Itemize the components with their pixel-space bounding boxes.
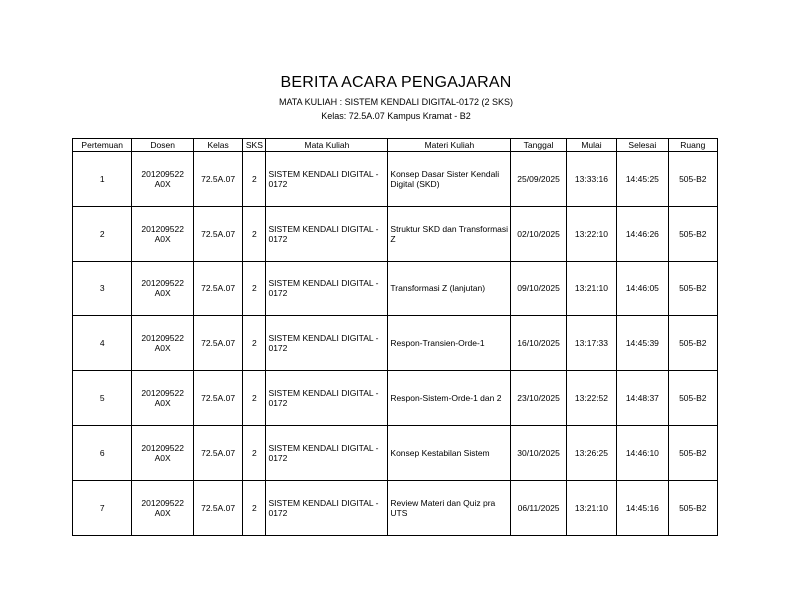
cell-pertemuan: 4 xyxy=(73,316,132,371)
cell-pertemuan: 6 xyxy=(73,425,132,480)
cell-mulai: 13:17:33 xyxy=(566,316,616,371)
table-row xyxy=(73,371,718,426)
cell-ruang: 505-B2 xyxy=(668,152,717,207)
cell-mulai: 13:21:10 xyxy=(566,261,616,316)
table-row xyxy=(73,480,718,535)
column-header-tanggal: Tanggal xyxy=(511,139,566,152)
cell-selesai: 14:45:25 xyxy=(617,152,668,207)
cell-dosen: 201209522 A0X xyxy=(132,371,193,426)
cell-sks: 2 xyxy=(243,152,266,207)
cell-ruang: 505-B2 xyxy=(668,371,717,426)
cell-mata-kuliah: SISTEM KENDALI DIGITAL - 0172 xyxy=(266,480,388,535)
cell-sks: 2 xyxy=(243,316,266,371)
cell-ruang: 505-B2 xyxy=(668,261,717,316)
cell-tanggal: 25/09/2025 xyxy=(511,152,566,207)
cell-pertemuan: 5 xyxy=(73,371,132,426)
cell-tanggal: 09/10/2025 xyxy=(511,261,566,316)
column-header-materi-kuliah: Materi Kuliah xyxy=(388,139,511,152)
column-header-sks: SKS xyxy=(243,139,266,152)
cell-kelas: 72.5A.07 xyxy=(193,371,242,426)
cell-tanggal: 30/10/2025 xyxy=(511,425,566,480)
document-title: BERITA ACARA PENGAJARAN xyxy=(280,74,512,91)
column-header-pertemuan: Pertemuan xyxy=(73,139,132,152)
table-row xyxy=(73,425,718,480)
cell-mata-kuliah: SISTEM KENDALI DIGITAL - 0172 xyxy=(266,316,388,371)
cell-kelas: 72.5A.07 xyxy=(193,480,242,535)
cell-dosen: 201209522 A0X xyxy=(132,206,193,261)
cell-materi-kuliah: Konsep Kestabilan Sistem xyxy=(388,425,511,480)
cell-mata-kuliah: SISTEM KENDALI DIGITAL - 0172 xyxy=(266,425,388,480)
cell-kelas: 72.5A.07 xyxy=(193,206,242,261)
cell-mulai: 13:33:16 xyxy=(566,152,616,207)
cell-mata-kuliah: SISTEM KENDALI DIGITAL - 0172 xyxy=(266,152,388,207)
cell-dosen: 201209522 A0X xyxy=(132,480,193,535)
cell-selesai: 14:45:39 xyxy=(617,316,668,371)
column-header-ruang: Ruang xyxy=(668,139,717,152)
cell-mata-kuliah: SISTEM KENDALI DIGITAL - 0172 xyxy=(266,371,388,426)
cell-mulai: 13:26:25 xyxy=(566,425,616,480)
cell-dosen: 201209522 A0X xyxy=(132,316,193,371)
cell-pertemuan: 1 xyxy=(73,152,132,207)
cell-pertemuan: 7 xyxy=(73,480,132,535)
cell-selesai: 14:48:37 xyxy=(617,371,668,426)
column-header-mulai: Mulai xyxy=(566,139,616,152)
column-header-kelas: Kelas xyxy=(193,139,242,152)
cell-tanggal: 06/11/2025 xyxy=(511,480,566,535)
cell-mulai: 13:22:10 xyxy=(566,206,616,261)
cell-kelas: 72.5A.07 xyxy=(193,261,242,316)
cell-kelas: 72.5A.07 xyxy=(193,425,242,480)
column-header-selesai: Selesai xyxy=(617,139,668,152)
table-row xyxy=(73,316,718,371)
cell-tanggal: 02/10/2025 xyxy=(511,206,566,261)
table-header-row xyxy=(73,139,718,152)
cell-pertemuan: 2 xyxy=(73,206,132,261)
cell-selesai: 14:46:05 xyxy=(617,261,668,316)
cell-mulai: 13:22:52 xyxy=(566,371,616,426)
cell-dosen: 201209522 A0X xyxy=(132,425,193,480)
cell-dosen: 201209522 A0X xyxy=(132,152,193,207)
cell-sks: 2 xyxy=(243,480,266,535)
cell-sks: 2 xyxy=(243,206,266,261)
cell-materi-kuliah: Struktur SKD dan Transformasi Z xyxy=(388,206,511,261)
cell-sks: 2 xyxy=(243,425,266,480)
cell-selesai: 14:45:16 xyxy=(617,480,668,535)
cell-mulai: 13:21:10 xyxy=(566,480,616,535)
table-row xyxy=(73,152,718,207)
cell-tanggal: 23/10/2025 xyxy=(511,371,566,426)
column-header-mata-kuliah: Mata Kuliah xyxy=(266,139,388,152)
course-line: MATA KULIAH : SISTEM KENDALI DIGITAL-0172 (2 SKS) xyxy=(278,97,514,107)
cell-sks: 2 xyxy=(243,261,266,316)
cell-ruang: 505-B2 xyxy=(668,316,717,371)
cell-materi-kuliah: Respon-Transien-Orde-1 xyxy=(388,316,511,371)
cell-ruang: 505-B2 xyxy=(668,480,717,535)
cell-selesai: 14:46:26 xyxy=(617,206,668,261)
attendance-table xyxy=(72,138,718,536)
cell-ruang: 505-B2 xyxy=(668,425,717,480)
cell-selesai: 14:46:10 xyxy=(617,425,668,480)
cell-materi-kuliah: Transformasi Z (lanjutan) xyxy=(388,261,511,316)
cell-mata-kuliah: SISTEM KENDALI DIGITAL - 0172 xyxy=(266,206,388,261)
cell-sks: 2 xyxy=(243,371,266,426)
cell-mata-kuliah: SISTEM KENDALI DIGITAL - 0172 xyxy=(266,261,388,316)
cell-kelas: 72.5A.07 xyxy=(193,316,242,371)
cell-kelas: 72.5A.07 xyxy=(193,152,242,207)
table-row xyxy=(73,261,718,316)
cell-dosen: 201209522 A0X xyxy=(132,261,193,316)
cell-materi-kuliah: Respon-Sistem-Orde-1 dan 2 xyxy=(388,371,511,426)
class-line: Kelas: 72.5A.07 Kampus Kramat - B2 xyxy=(321,111,471,121)
cell-ruang: 505-B2 xyxy=(668,206,717,261)
cell-materi-kuliah: Review Materi dan Quiz pra UTS xyxy=(388,480,511,535)
table-row xyxy=(73,206,718,261)
cell-materi-kuliah: Konsep Dasar Sister Kendali Digital (SKD) xyxy=(388,152,511,207)
column-header-dosen: Dosen xyxy=(132,139,193,152)
cell-pertemuan: 3 xyxy=(73,261,132,316)
cell-tanggal: 16/10/2025 xyxy=(511,316,566,371)
